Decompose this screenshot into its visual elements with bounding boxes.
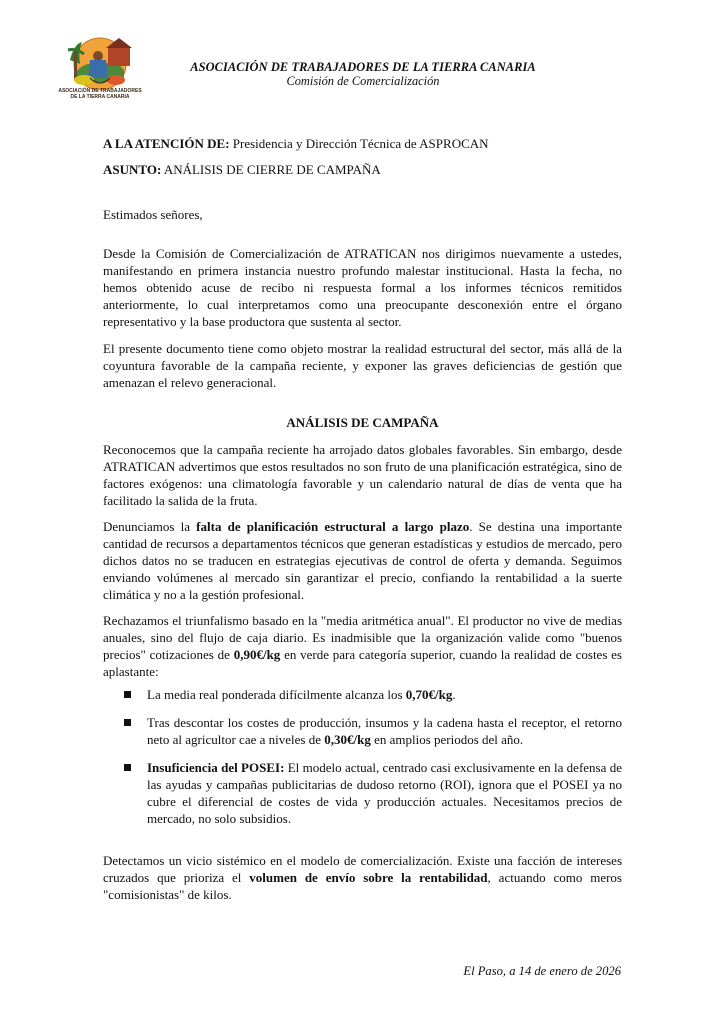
analysis-paragraph-2 (103, 518, 622, 603)
section-title: ANÁLISIS DE CAMPAÑA (286, 415, 439, 430)
analysis-paragraph-1: Reconocemos que la campaña reciente ha arrojado datos globales favorables. Sin embargo, desde ATRATICAN advertimos que estos resultados no son fruto de una planificación estratégica, sino de factores exógenos: una climatología favorable y un calendario natural de días de venta que ha facilitado la salida de la fruta. (103, 442, 622, 508)
p4-emphasis: volumen de envío sobre la rentabilidad (249, 870, 488, 885)
logo-caption-line2: DE LA TIERRA CANARIA (70, 94, 130, 100)
bullet-item-2 (147, 714, 622, 748)
bullet-item-1 (147, 686, 622, 703)
p4-text-start: Detectamos un vicio sistémico en el modelo de comercialización. Existe una facción de intereses cruzados que prioriza el (103, 853, 622, 885)
p2-emphasis: falta de planificación estructural a largo plazo (196, 519, 470, 534)
bullet-item-3 (147, 759, 622, 827)
bullet-3-text-end: El modelo actual, centrado casi exclusivamente en la defensa de las ayudas y campañas publicitarias de dudoso retorno (ROI), ignora que el POSEI ya no cubre el diferencial de costes de vida y producción actuales. Necesitamos precios de mercado, no solo subsidios. (147, 760, 622, 826)
p4-text-end: , actuando como meros "comisionistas" de kilos. (103, 870, 622, 902)
p2-text-start: Denunciamos la (103, 519, 197, 534)
analysis-paragraph-4 (103, 852, 622, 903)
bullet-marker (124, 691, 131, 698)
letterhead-title: ASOCIACIÓN DE TRABAJADORES DE LA TIERRA CANARIA (190, 60, 536, 74)
greeting: Estimados señores, (103, 207, 203, 222)
analysis-paragraph-3 (103, 612, 622, 680)
bullet-2-text-end: en amplios periodos del año. (370, 732, 524, 747)
place-and-date: El Paso, a 14 de enero de 2026 (463, 964, 621, 978)
bullet-1-text-end: . (452, 687, 456, 702)
bullet-1-emphasis: 0,70€/kg (405, 687, 453, 702)
subject-line (103, 161, 381, 178)
p3-text-start: Rechazamos el triunfalismo basado en la "media aritmética anual". El productor no vive de medias anuales, sino del flujo de caja diario. Es inadmisible que la organización valide como "buenos precios" cotizaciones de (103, 613, 622, 662)
p3-text-end: en verde para categoría superior, cuando la realidad de costes es aplastante: (103, 647, 622, 679)
subject-label: ASUNTO: (103, 162, 162, 177)
bullet-marker (124, 764, 131, 771)
bullet-3-emphasis: Insuficiencia del POSEI: (147, 760, 285, 775)
subject-value: ANÁLISIS DE CIERRE DE CAMPAÑA (161, 162, 381, 177)
attention-line (103, 135, 489, 152)
intro-paragraph-2: El presente documento tiene como objeto mostrar la realidad estructural del sector, más allá de la coyuntura favorable de la campaña reciente, y exponer las graves deficiencias de gestión que amenazan el relevo generacional. (103, 341, 622, 390)
p2-text-end: . Se destina una importante cantidad de recursos a departamentos técnicos que generan estadísticas y estudios de mercado, pero dichos datos no se traducen en estrategias ejecutivas de control de oferta y demanda. Seguimos enviando volúmenes al mercado sin garantizar el precio, confiando la rentabilidad a la suerte climática y no a la gestión profesional. (103, 519, 622, 602)
bullet-2-text-start: Tras descontar los costes de producción, insumos y la cadena hasta el receptor, el retorno neto al agricultor cae a niveles de (147, 715, 622, 747)
intro-paragraph-1: Desde la Comisión de Comercialización de ATRATICAN nos dirigimos nuevamente a ustedes, manifestando en primera instancia nuestro profundo malestar institucional. Hasta la fecha, no hemos obtenido acuse de recibo ni respuesta formal a los informes técnicos remitidos anteriormente, lo cual interpretamos como una preocupante desconexión entre el órgano representativo y la base productora que sustenta al sector. (103, 246, 622, 329)
letterhead-subtitle: Comisión de Comercialización (286, 74, 440, 88)
attention-label: A LA ATENCIÓN DE: (103, 136, 230, 151)
logo-caption (56, 88, 144, 100)
bullet-marker (124, 719, 131, 726)
logo-caption-line1: ASOCIACIÓN DE TRABAJADORES (58, 88, 142, 94)
p3-emphasis: 0,90€/kg (233, 647, 281, 662)
attention-value: Presidencia y Dirección Técnica de ASPROCAN (229, 136, 489, 151)
bullet-1-text-start: La media real ponderada difícilmente alcanza los (147, 687, 406, 702)
bullet-2-emphasis: 0,30€/kg (324, 732, 371, 747)
